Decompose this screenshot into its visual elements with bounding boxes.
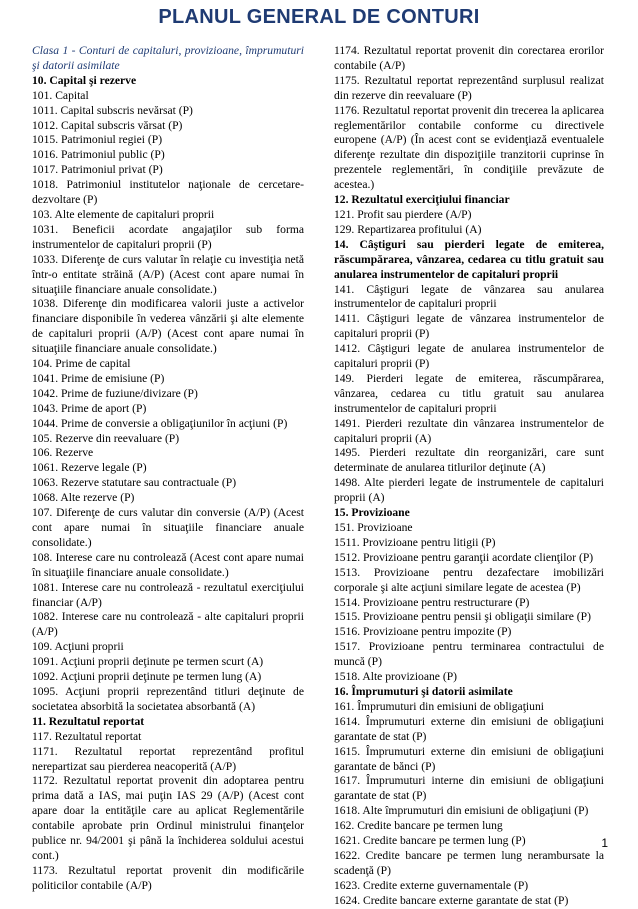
account-entry: 1618. Alte împrumuturi din emisiuni de obligaţiuni (P) (334, 804, 589, 818)
account-entry: 149. Pierderi legate de emiterea, răscumpărarea, vânzarea, cedarea cu titlu gratuit sau anularea instrumentelor de capitaluri proprii (334, 371, 604, 415)
section-heading: 10. Capital şi rezerve (32, 73, 137, 87)
account-entry: 104. Prime de capital (32, 357, 131, 371)
right-column (334, 44, 604, 909)
class-heading: Clasa 1 - Conturi de capitaluri, provizioane, împrumuturi şi datorii asimilate (32, 44, 304, 72)
account-entry: 1041. Prime de emisiune (P) (32, 371, 165, 385)
account-entry: 1623. Credite externe guvernamentale (P) (334, 878, 529, 892)
account-entry: 1495. Pierderi rezultate din reorganizări, care sunt determinate de anularea titlurilor deţinute (A) (334, 446, 604, 475)
section-heading: 15. Provizioane (334, 506, 410, 520)
account-entry: 1017. Patrimoniul privat (P) (32, 163, 163, 177)
account-entry: 1615. Împrumuturi externe din emisiuni de obligaţiuni garantate de bănci (P) (334, 744, 604, 773)
account-entry: 1491. Pierderi rezultate din vânzarea instrumentelor de capitaluri proprii (A) (334, 416, 604, 445)
account-entry: 1091. Acţiuni proprii deţinute pe termen scurt (A) (32, 655, 264, 669)
account-entry: 1518. Alte provizioane (P) (334, 670, 457, 684)
account-entry: 1172. Rezultatul reportat provenit din adoptarea pentru prima dată a IAS, mai puţin IAS 29 (A/P) (Acest cont apare doar la entităţile care au aplicat Reglementările contabile aprobate prin Ordinul ministrului finanţelor publice nr. 94/2001 şi până la închiderea soldului acestui cont.) (32, 774, 304, 862)
account-entry: 1061. Rezerve legale (P) (32, 461, 147, 475)
page-number: 1 (601, 836, 608, 850)
account-entry: 1621. Credite bancare pe termen lung (P) (334, 834, 526, 848)
account-entry: 161. Împrumuturi din emisiuni de obligaţiuni (334, 699, 544, 713)
account-entry: 1622. Credite bancare pe termen lung nerambursate la scadenţă (P) (334, 848, 604, 877)
section-heading: 14. Câştiguri sau pierderi legate de emiterea, răscumpărarea, vânzarea, cedarea cu titlu gratuit sau anularea instrumentelor de capitaluri proprii (334, 237, 604, 281)
account-entry: 1063. Rezerve statutare sau contractuale (P) (32, 476, 237, 490)
account-entry: 151. Provizioane (334, 521, 413, 534)
left-column (32, 44, 304, 894)
account-entry: 1015. Patrimoniul regiei (P) (32, 133, 163, 147)
account-entry: 1082. Interese care nu controlează - alte capitaluri proprii (A/P) (32, 610, 304, 639)
account-entry: 105. Rezerve din reevaluare (P) (32, 431, 180, 445)
account-entry: 1018. Patrimoniul institutelor naţionale de cercetare-dezvoltare (P) (32, 178, 304, 207)
section-heading: 12. Rezultatul exerciţiului financiar (334, 193, 510, 207)
account-entry: 1412. Câştiguri legate de anularea instrumentelor de capitaluri proprii (P) (334, 342, 604, 371)
account-entry: 1176. Rezultatul reportat provenit din trecerea la aplicarea reglementărilor contabile conforme cu directivele europene (A/P) (În acest cont se evidenţiază eventualele diferenţe rezultate din dispoziţiile tranzitorii cuprinse în prezentele reglementări, în condiţiile prevăzute de acestea.) (334, 103, 604, 192)
account-entry: 1011. Capital subscris nevărsat (P) (32, 103, 193, 117)
account-entry: 1617. Împrumuturi interne din emisiuni de obligaţiuni garantate de stat (P) (334, 774, 604, 803)
account-entry: 1095. Acţiuni proprii reprezentând titluri deţinute de societatea absorbită la societatea absorbantă (A) (32, 684, 304, 713)
page-title: PLANUL GENERAL DE CONTURI (158, 6, 480, 28)
account-entry: 1513. Provizioane pentru dezafectare imobilizări corporale şi alte acţiuni similare legate de acestea (P) (334, 565, 604, 594)
account-entry: 109. Acţiuni proprii (32, 640, 124, 654)
account-entry: 1043. Prime de aport (P) (32, 401, 147, 415)
account-entry: 1016. Patrimoniul public (P) (32, 148, 165, 162)
account-entry: 162. Credite bancare pe termen lung (334, 819, 503, 833)
account-entry: 1175. Rezultatul reportat reprezentând surplusul realizat din rezerve din reevaluare (P) (334, 73, 604, 102)
account-entry: 1068. Alte rezerve (P) (32, 491, 135, 505)
account-entry: 108. Interese care nu controlează (Acest cont apare numai în situaţiile financiare anuale consolidate.) (32, 550, 304, 579)
account-entry: 1038. Diferenţe din modificarea valorii juste a activelor financiare disponibile în vederea vânzării şi alte elemente de capitaluri proprii (A/P) (Acest cont apare numai în situaţiile financiare anuale consolidate.) (32, 297, 304, 356)
account-entry: 1498. Alte pierderi legate de instrumentele de capitaluri proprii (A) (334, 476, 604, 505)
account-entry: 106. Rezerve (32, 446, 94, 460)
account-entry: 1174. Rezultatul reportat provenit din corectarea erorilor contabile (A/P) (334, 44, 604, 72)
account-entry: 1173. Rezultatul reportat provenit din modificările politicilor contabile (A/P) (32, 863, 304, 892)
account-entry: 1012. Capital subscris vărsat (P) (32, 118, 183, 132)
account-entry: 1516. Provizioane pentru impozite (P) (334, 625, 512, 639)
account-entry: 1517. Provizioane pentru terminarea contractului de muncă (P) (334, 640, 604, 669)
account-entry: 141. Câştiguri legate de vânzarea sau anularea instrumentelor de capitaluri proprii (334, 282, 604, 311)
account-entry: 107. Diferenţe de curs valutar din conversie (A/P) (Acest cont apare numai în situaţiile financiare anuale consolidate.) (32, 506, 304, 549)
account-entry: 1614. Împrumuturi externe din emisiuni de obligaţiuni garantate de stat (P) (334, 714, 604, 743)
account-entry: 1042. Prime de fuziune/divizare (P) (32, 386, 198, 400)
account-entry: 117. Rezultatul reportat (32, 729, 142, 743)
section-heading: 16. Împrumuturi şi datorii asimilate (334, 684, 513, 698)
account-entry: 1511. Provizioane pentru litigii (P) (334, 535, 496, 549)
account-entry: 1512. Provizioane pentru garanţii acordate clienţilor (P) (334, 550, 594, 564)
account-entry: 1092. Acţiuni proprii deţinute pe termen lung (A) (32, 670, 262, 684)
account-entry: 1411. Câştiguri legate de vânzarea instrumentelor de capitaluri proprii (P) (334, 312, 604, 341)
account-entry: 1171. Rezultatul reportat reprezentând profitul nerepartizat sau pierderea neacoperită (A/P) (32, 744, 304, 773)
section-heading: 11. Rezultatul reportat (32, 714, 145, 728)
account-entry: 103. Alte elemente de capitaluri proprii (32, 207, 215, 221)
account-entry: 1033. Diferenţe de curs valutar în relaţie cu investiţia netă într-o entitate străină (A/P) (Acest cont apare numai în situaţiile financiare anuale consolidate.) (32, 252, 304, 296)
account-entry: 1031. Beneficii acordate angajaţilor sub forma instrumentelor de capitaluri proprii (P) (32, 222, 304, 251)
account-entry: 1624. Credite bancare externe garantate de stat (P) (334, 893, 569, 907)
account-entry: 121. Profit sau pierdere (A/P) (334, 207, 472, 221)
account-entry: 101. Capital (32, 88, 89, 102)
account-entry: 1081. Interese care nu controlează - rezultatul exerciţiului financiar (A/P) (32, 580, 304, 609)
account-entry: 1514. Provizioane pentru restructurare (P) (334, 595, 530, 609)
account-entry: 1044. Prime de conversie a obligaţiunilor în acţiuni (P) (32, 416, 288, 430)
account-entry: 129. Repartizarea profitului (A) (334, 222, 482, 236)
account-entry: 1515. Provizioane pentru pensii şi obligaţii similare (P) (334, 610, 591, 624)
